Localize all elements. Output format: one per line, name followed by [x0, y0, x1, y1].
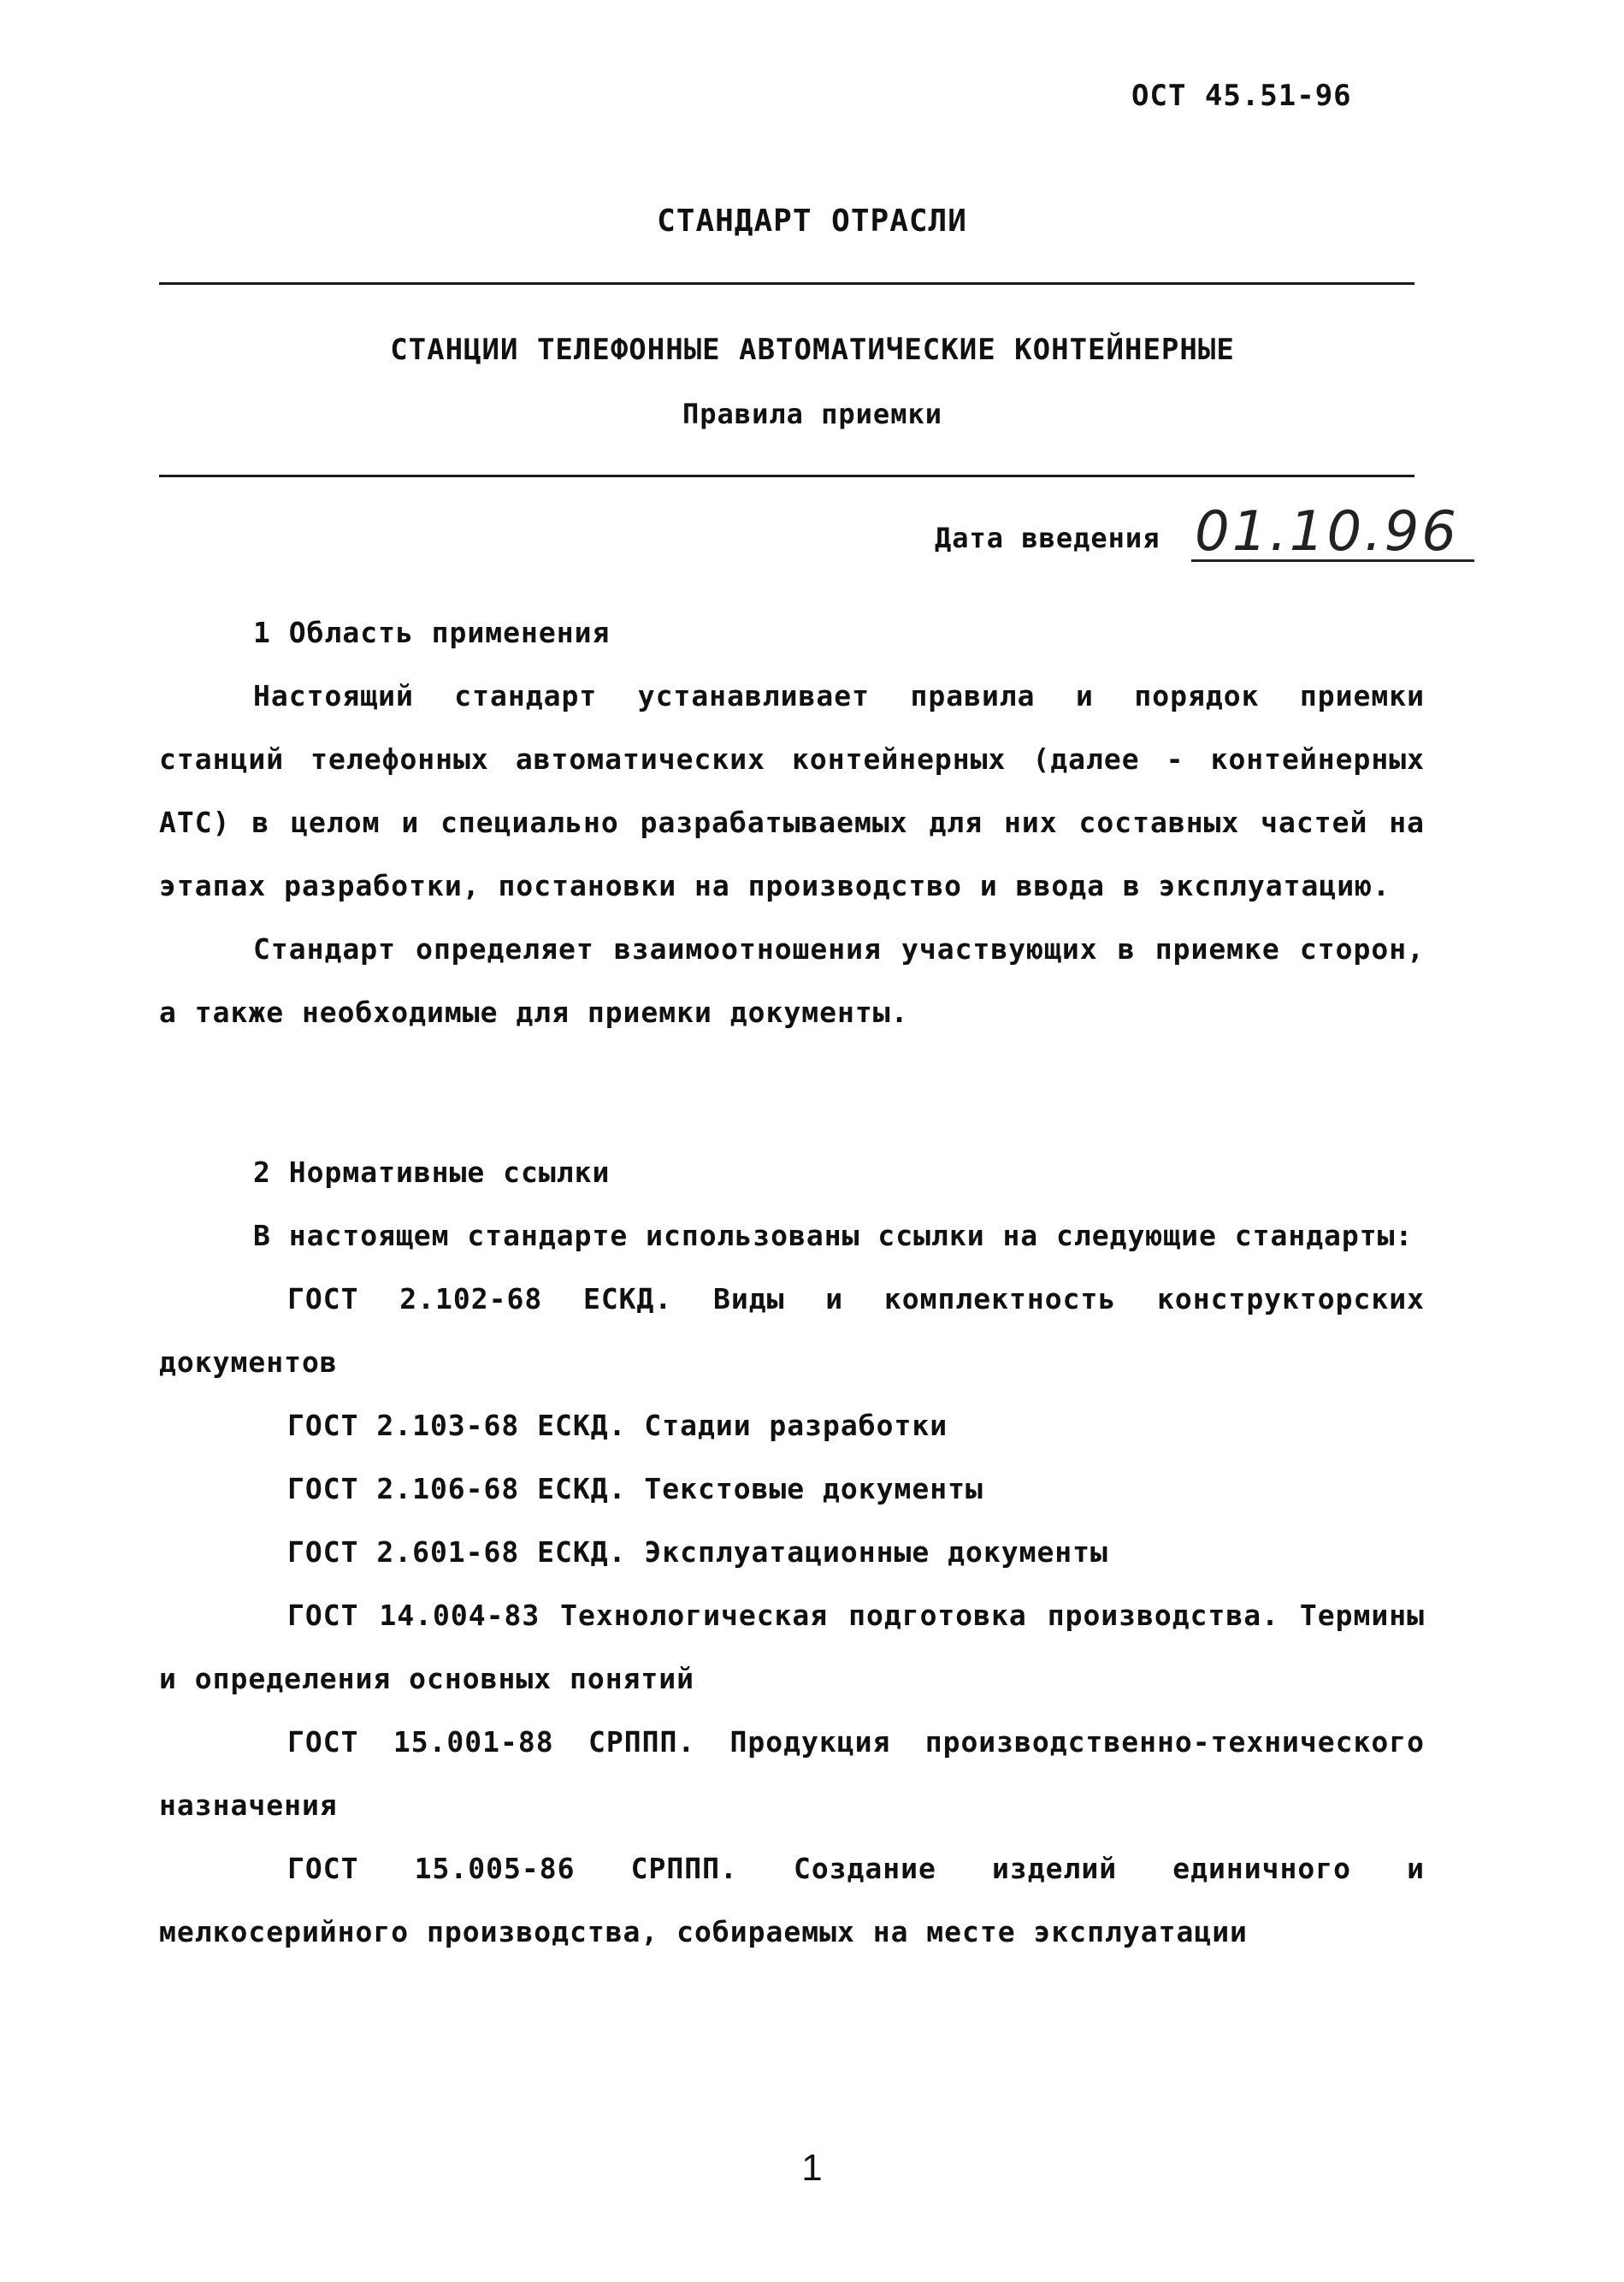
section-heading: 1 Область применения — [253, 616, 611, 649]
standard-type-heading: СТАНДАРТ ОТРАСЛИ — [657, 204, 967, 239]
section-normative-references — [159, 1141, 1425, 1964]
reference-item: ГОСТ 2.102-68 ЕСКД. Виды и комплектность конструкторских документов — [159, 1282, 1425, 1379]
reference-item: ГОСТ 15.005-86 СРППП. Создание изделий единичного и мелкосерийного производства, собираемых на месте эксплуатации — [159, 1852, 1425, 1948]
section-scope — [159, 601, 1425, 1044]
handwritten-date: 01.10.96 — [1191, 505, 1474, 562]
reference-item: ГОСТ 2.601-68 ЕСКД. Эксплуатационные документы — [287, 1535, 1108, 1569]
date-label: Дата введения — [935, 522, 1160, 554]
bottom-rule — [159, 475, 1414, 477]
reference-item: ГОСТ 2.103-68 ЕСКД. Стадии разработки — [287, 1409, 948, 1442]
document-subtitle: Правила приемки — [682, 398, 942, 430]
paragraph: В настоящем стандарте использованы ссылки на следующие стандарты: — [253, 1219, 1414, 1252]
reference-item: ГОСТ 15.001-88 СРППП. Продукция производственно-технического назначения — [159, 1725, 1425, 1822]
paragraph: Настоящий стандарт устанавливает правила и порядок приемки станций телефонных автоматических контейнерных (далее - контейнерных АТС) в целом и специально разрабатываемых для них составных частей на этапах разработки, постановки на производство и ввода в эксплуатацию. — [159, 679, 1425, 902]
paragraph: Стандарт определяет взаимоотношения участвующих в приемке сторон, а также необходимые для приемки документы. — [159, 932, 1425, 1029]
page-number: 1 — [801, 2147, 823, 2189]
top-rule — [159, 282, 1414, 285]
reference-item: ГОСТ 2.106-68 ЕСКД. Текстовые документы — [287, 1472, 983, 1505]
section-heading: 2 Нормативные ссылки — [253, 1156, 611, 1189]
reference-item: ГОСТ 14.004-83 Технологическая подготовка производства. Термины и определения основных понятий — [159, 1599, 1425, 1695]
document-number: ОСТ 45.51-96 — [1131, 79, 1352, 113]
document-title: СТАНЦИИ ТЕЛЕФОННЫЕ АВТОМАТИЧЕСКИЕ КОНТЕЙНЕРНЫЕ — [390, 333, 1235, 367]
